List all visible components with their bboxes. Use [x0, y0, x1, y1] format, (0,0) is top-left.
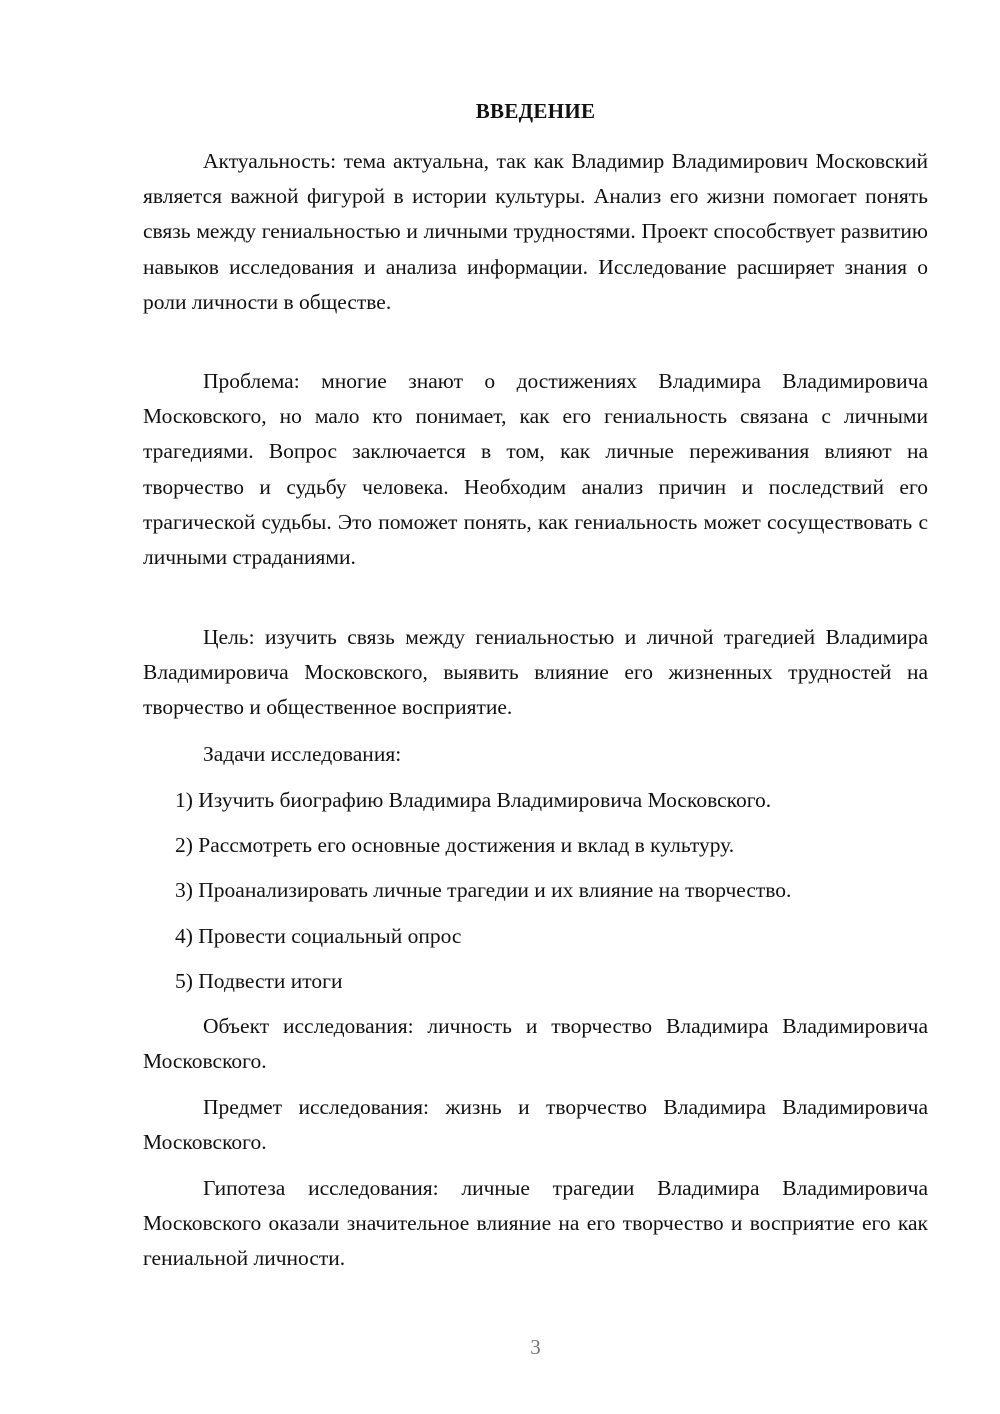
task-item-2: 2) Рассмотреть его основные достижения и вклад в культуру. [175, 833, 735, 857]
task-item-4: 4) Провести социальный опрос [175, 924, 462, 948]
page-number: 3 [530, 1335, 541, 1359]
relevance-paragraph: Актуальность: тема актуальна, так как Владимир Владимирович Московский является важной фигурой в истории культуры. Анализ его жизни помогает понять связь между гениальностью и личными трудностями. Проект способствует развитию навыков исследования и анализа информации. Исследование расширяет знания о роли личности в обществе. [143, 149, 928, 314]
document-page [143, 0, 928, 1414]
goal-paragraph: Цель: изучить связь между гениальностью и личной трагедией Владимира Владимировича Московского, выявить влияние его жизненных трудностей на творчество и общественное восприятие. [143, 625, 928, 720]
tasks-title: Задачи исследования: [203, 742, 402, 766]
section-heading: ВВЕДЕНИЕ [475, 99, 596, 123]
subject-paragraph: Предмет исследования: жизнь и творчество Владимира Владимировича Московского. [143, 1095, 928, 1155]
task-item-1: 1) Изучить биографию Владимира Владимировича Московского. [175, 788, 772, 812]
task-item-3: 3) Проанализировать личные трагедии и их влияние на творчество. [175, 878, 792, 902]
task-item-5: 5) Подвести итоги [175, 969, 343, 993]
object-paragraph: Объект исследования: личность и творчество Владимира Владимировича Московского. [143, 1014, 928, 1074]
problem-paragraph: Проблема: многие знают о достижениях Владимира Владимировича Московского, но мало кто понимает, как его гениальность связана с личными трагедиями. Вопрос заключается в том, как личные переживания влияют на творчество и судьбу человека. Необходим анализ причин и последствий его трагической судьбы. Это поможет понять, как гениальность может сосуществовать с личными страданиями. [143, 369, 928, 570]
hypothesis-paragraph: Гипотеза исследования: личные трагедии Владимира Владимировича Московского оказали значительное влияние на его творчество и восприятие его как гениальной личности. [143, 1176, 928, 1271]
